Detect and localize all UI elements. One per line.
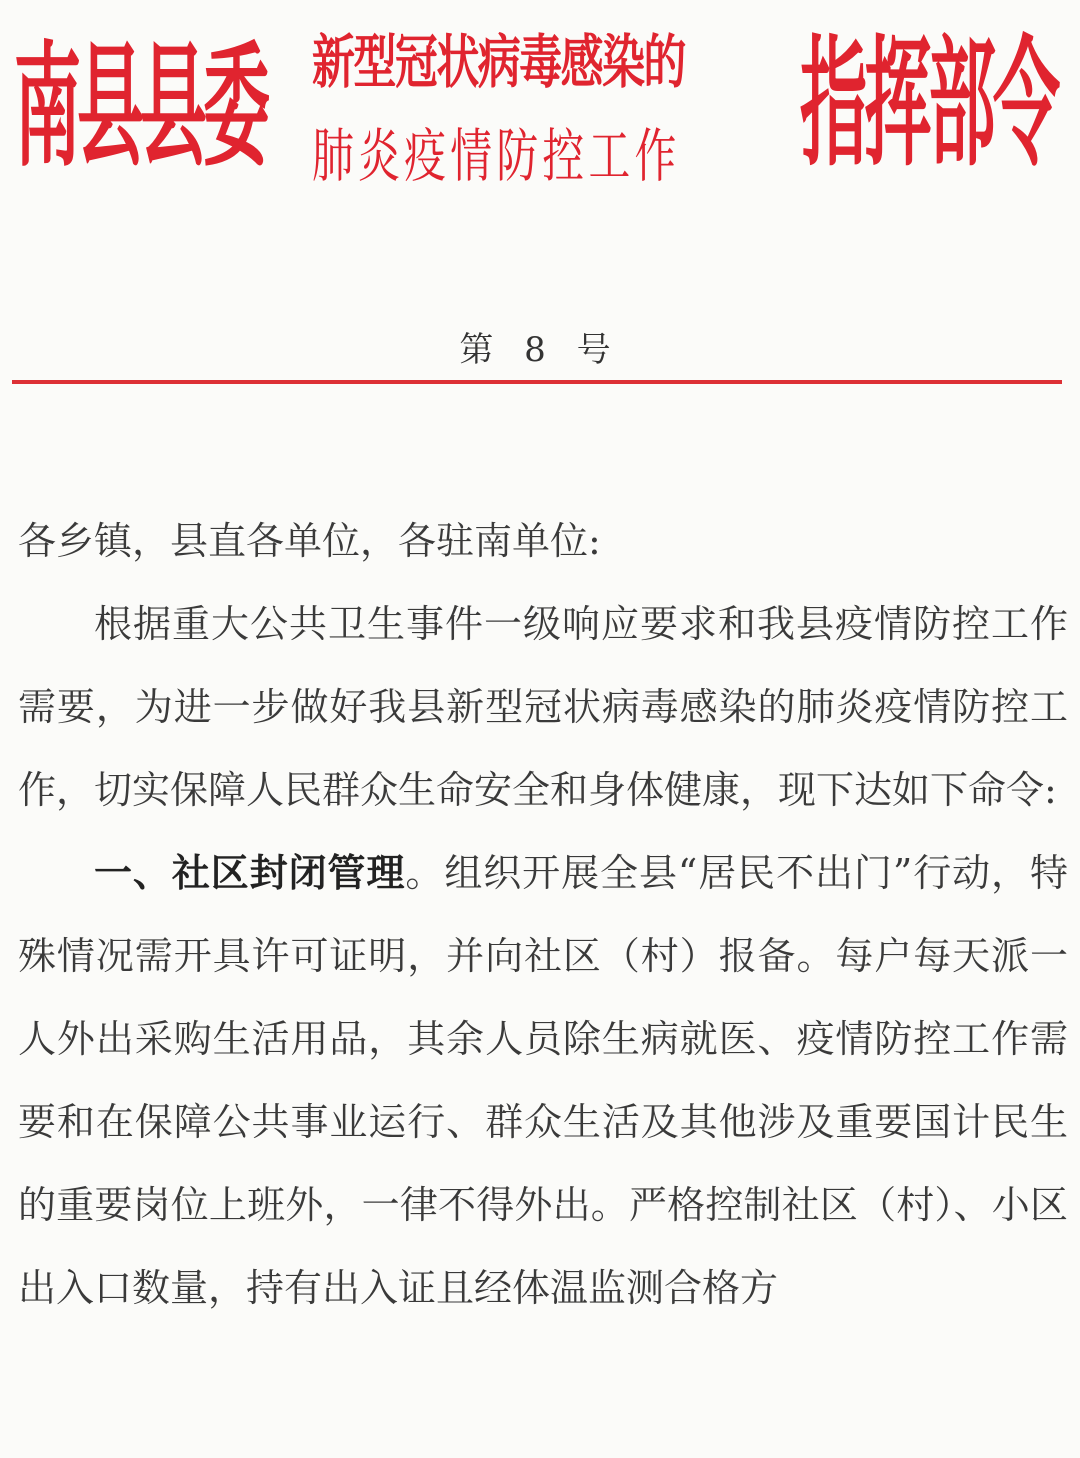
intro-paragraph: 根据重大公共卫生事件一级响应要求和我县疫情防控工作需要，为进一步做好我县新型冠状病毒感染的肺炎疫情防控工作，切实保障人民群众生命安全和身体健康，现下达如下命令: <box>18 602 1068 812</box>
salutation: 各乡镇，县直各单位，各驻南单位: <box>18 519 601 563</box>
red-divider-line <box>12 380 1062 384</box>
header-middle-title <box>312 22 812 196</box>
document-body <box>18 500 1068 1330</box>
section1-heading: 一、社区封闭管理 <box>94 851 406 895</box>
section1-paragraph <box>18 832 1068 1330</box>
header-left-title: 南县县委 <box>14 29 267 185</box>
header-right-title: 指挥部令 <box>800 23 1058 186</box>
section1-text: 。组织开展全县“居民不出门”行动，特殊情况需开具许可证明，并向社区（村）报备。每户每天派一人外出采购生活用品，其余人员除生病就医、疫情防控工作需要和在保障公共事业运行、群众生活及其他涉及重要国计民生的重要岗位上班外，一律不得外出。严格控制社区（村）、小区出入口数量，持有出入证且经体温监测合格方 <box>18 851 1068 1310</box>
document-header <box>0 0 1080 260</box>
header-middle-line2: 肺炎疫情防控工作 <box>312 122 681 190</box>
document-number: 第 8 号 <box>459 330 621 370</box>
header-middle-line1: 新型冠状病毒感染的 <box>312 28 685 96</box>
